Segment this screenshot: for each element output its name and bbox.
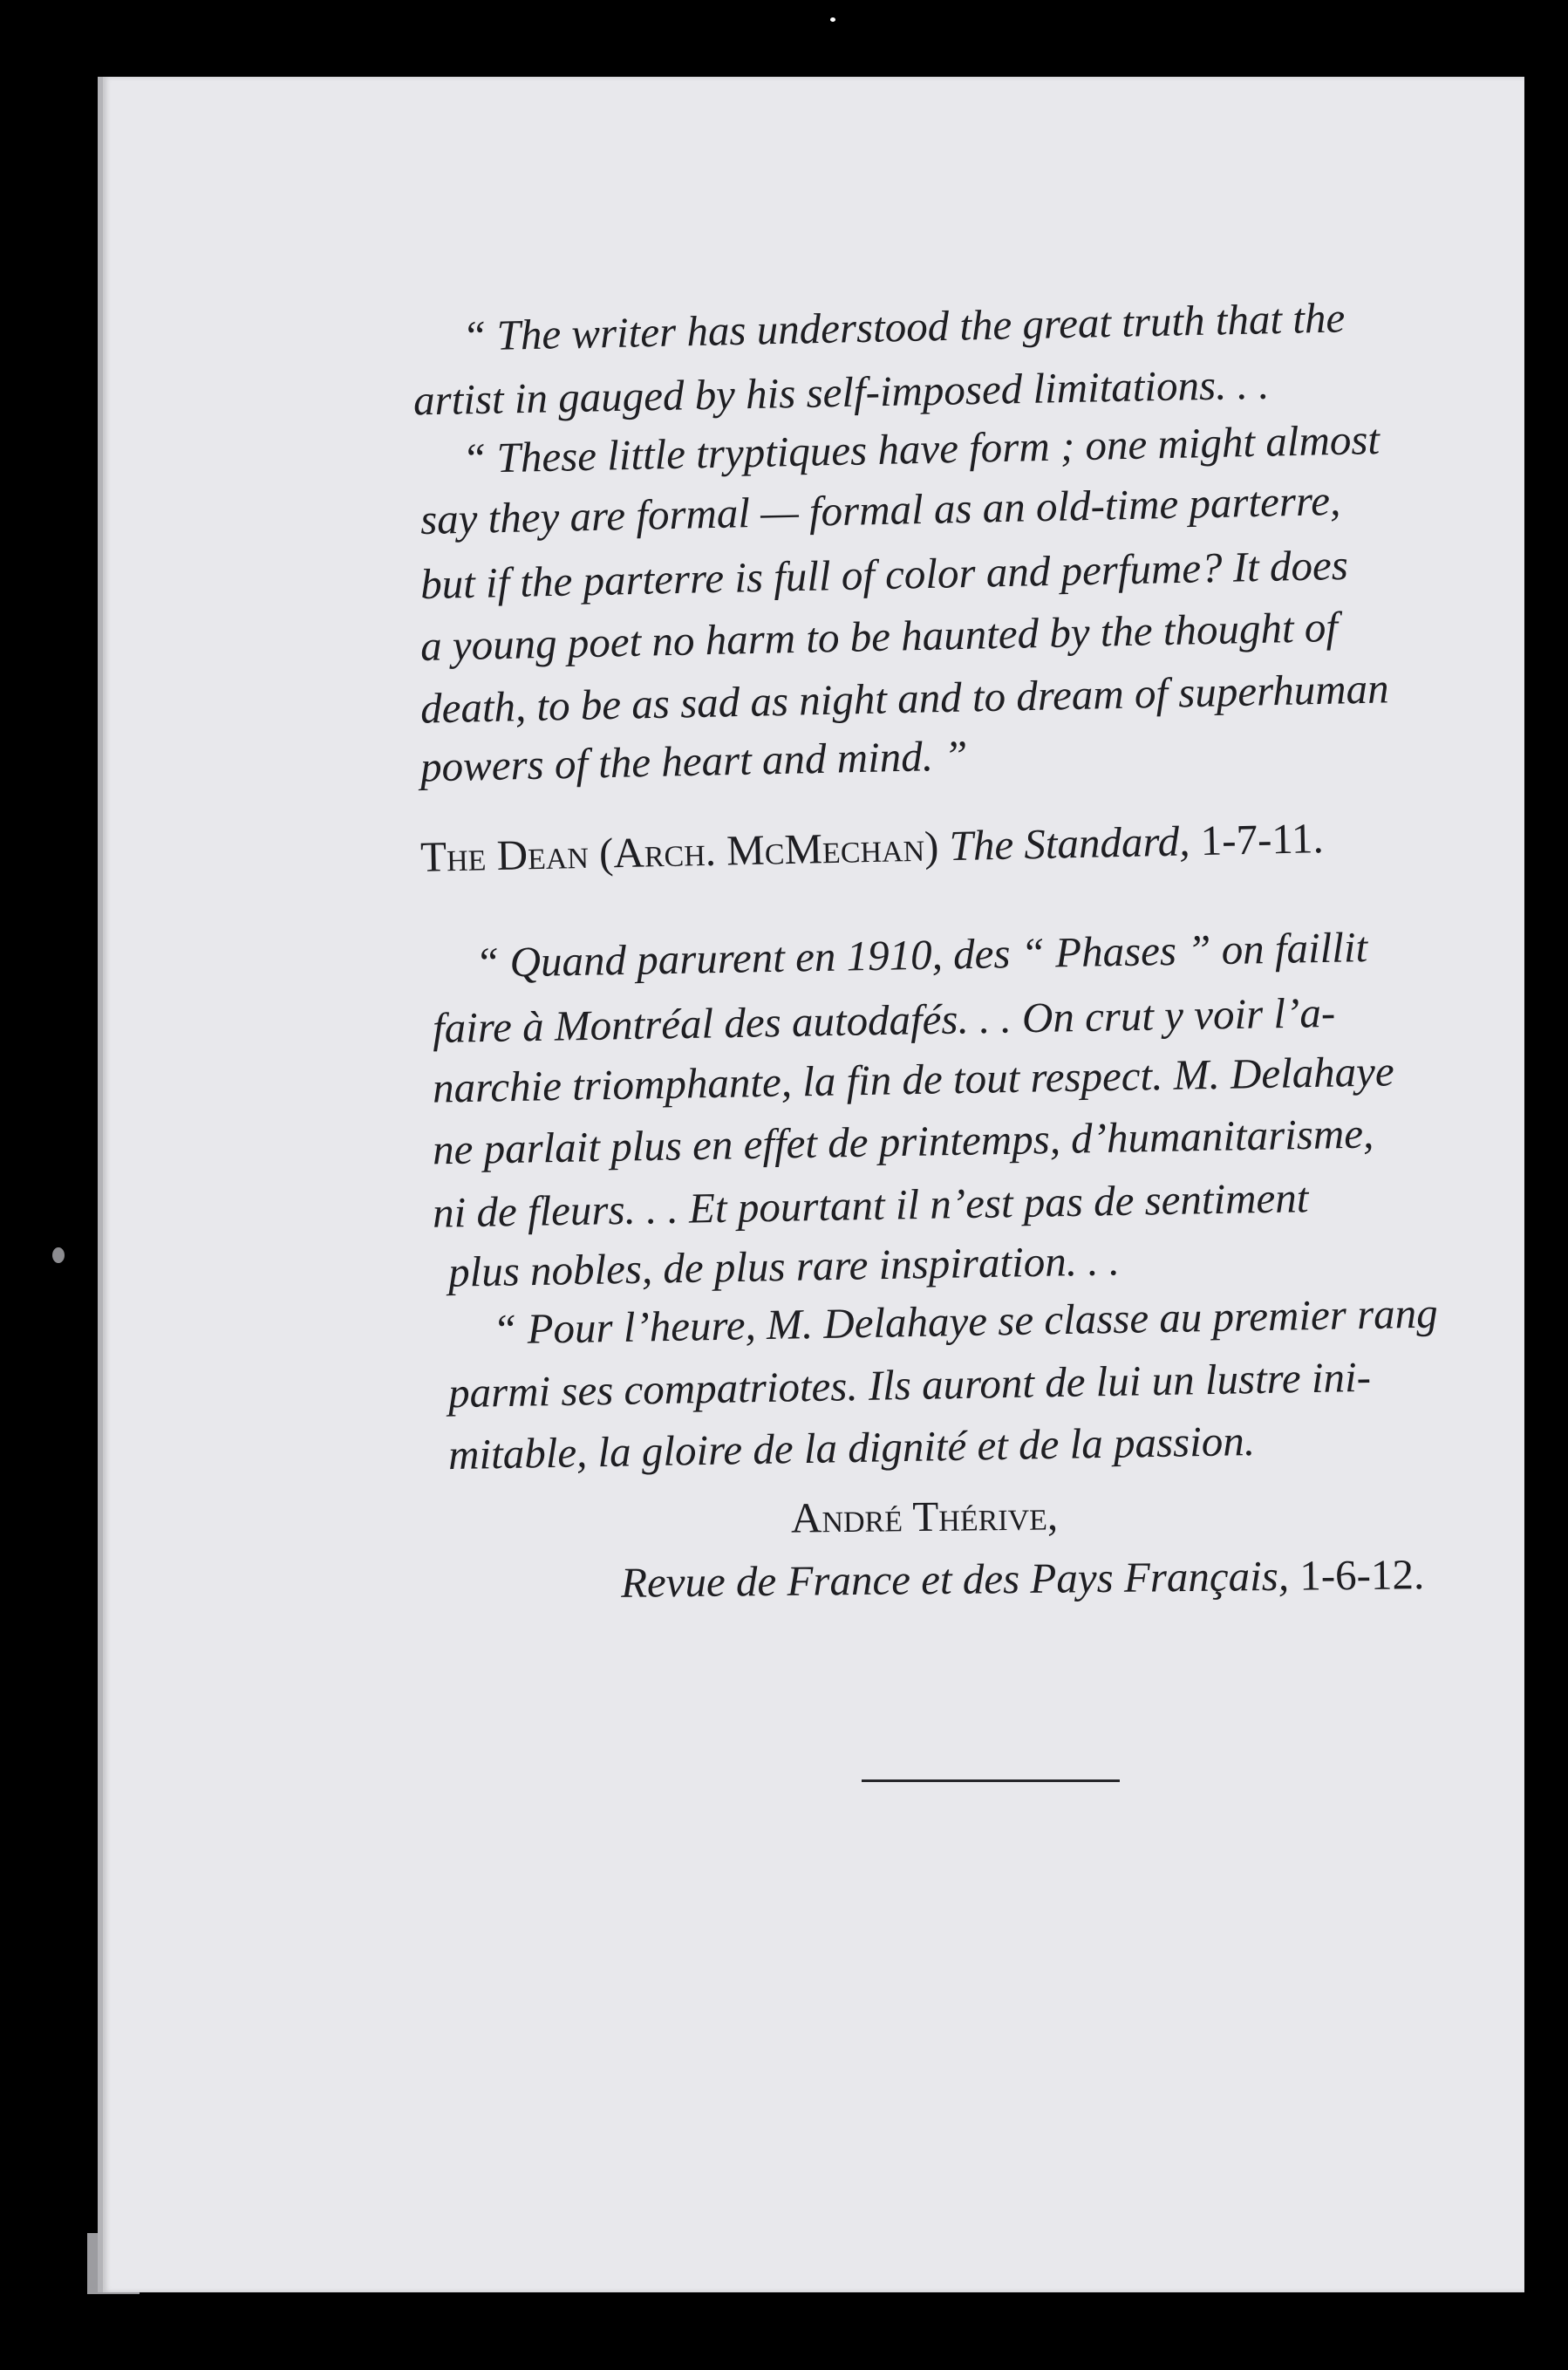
review-1-line-6: a young poet no harm to be haunted by the thought of bbox=[419, 602, 1339, 671]
review-2-source: Revue de France et des Pays Français, bbox=[620, 1551, 1290, 1607]
review-1-author: The Dean (Arch. McMechan) bbox=[419, 822, 939, 881]
review-1-source: The Standard, bbox=[949, 816, 1190, 871]
review-1-line-8: powers of the heart and mind. ” bbox=[419, 731, 968, 791]
review-1-date: 1-7-11. bbox=[1200, 814, 1325, 865]
scan-speck bbox=[830, 17, 835, 22]
review-2-line-3: narchie triomphante, la fin de tout respect. M. Delahaye bbox=[432, 1047, 1395, 1112]
review-1-line-7: death, to be as sad as night and to dream of superhuman bbox=[419, 664, 1390, 733]
review-2-line-9: mitable, la gloire de la dignité et de la passion. bbox=[447, 1416, 1256, 1479]
review-2-author: André Thérive, bbox=[790, 1491, 1059, 1542]
review-2-line-5: ni de fleurs. . . Et pourtant il n’est pas de sentiment bbox=[432, 1173, 1309, 1237]
review-2-line-2: faire à Montréal des autodafés. . . On crut y voir l’a- bbox=[432, 987, 1336, 1053]
review-2-line-6: plus nobles, de plus rare inspiration. . . bbox=[447, 1236, 1121, 1296]
review-1-line-3: “ These little tryptiques have form ; one might almost bbox=[461, 414, 1381, 483]
closing-rule bbox=[862, 1779, 1120, 1782]
review-1-line-1: “ The writer has understood the great truth that the bbox=[461, 293, 1346, 360]
review-2-line-7: “ Pour l’heure, M. Delahaye se classe au premier rang bbox=[492, 1288, 1439, 1354]
review-1-line-2: artist in gauged by his self-imposed limitations. . . bbox=[412, 359, 1270, 425]
review-2-line-4: ne parlait plus en effet de printemps, d’humanitarisme, bbox=[432, 1109, 1374, 1174]
review-1-line-5: but if the parterre is full of color and perfume? It does bbox=[419, 540, 1349, 609]
review-2-line-8: parmi ses compatriotes. Ils auront de lui un lustre ini- bbox=[447, 1352, 1372, 1417]
review-2-date: 1-6-12. bbox=[1299, 1550, 1425, 1600]
review-2-source-line bbox=[620, 1550, 1425, 1607]
scan-speck bbox=[52, 1247, 65, 1263]
review-1-line-4: say they are formal — formal as an old-time parterre, bbox=[419, 475, 1341, 544]
review-2-line-1: “ Quand parurent en 1910, des “ Phases ” on faillit bbox=[474, 923, 1368, 987]
